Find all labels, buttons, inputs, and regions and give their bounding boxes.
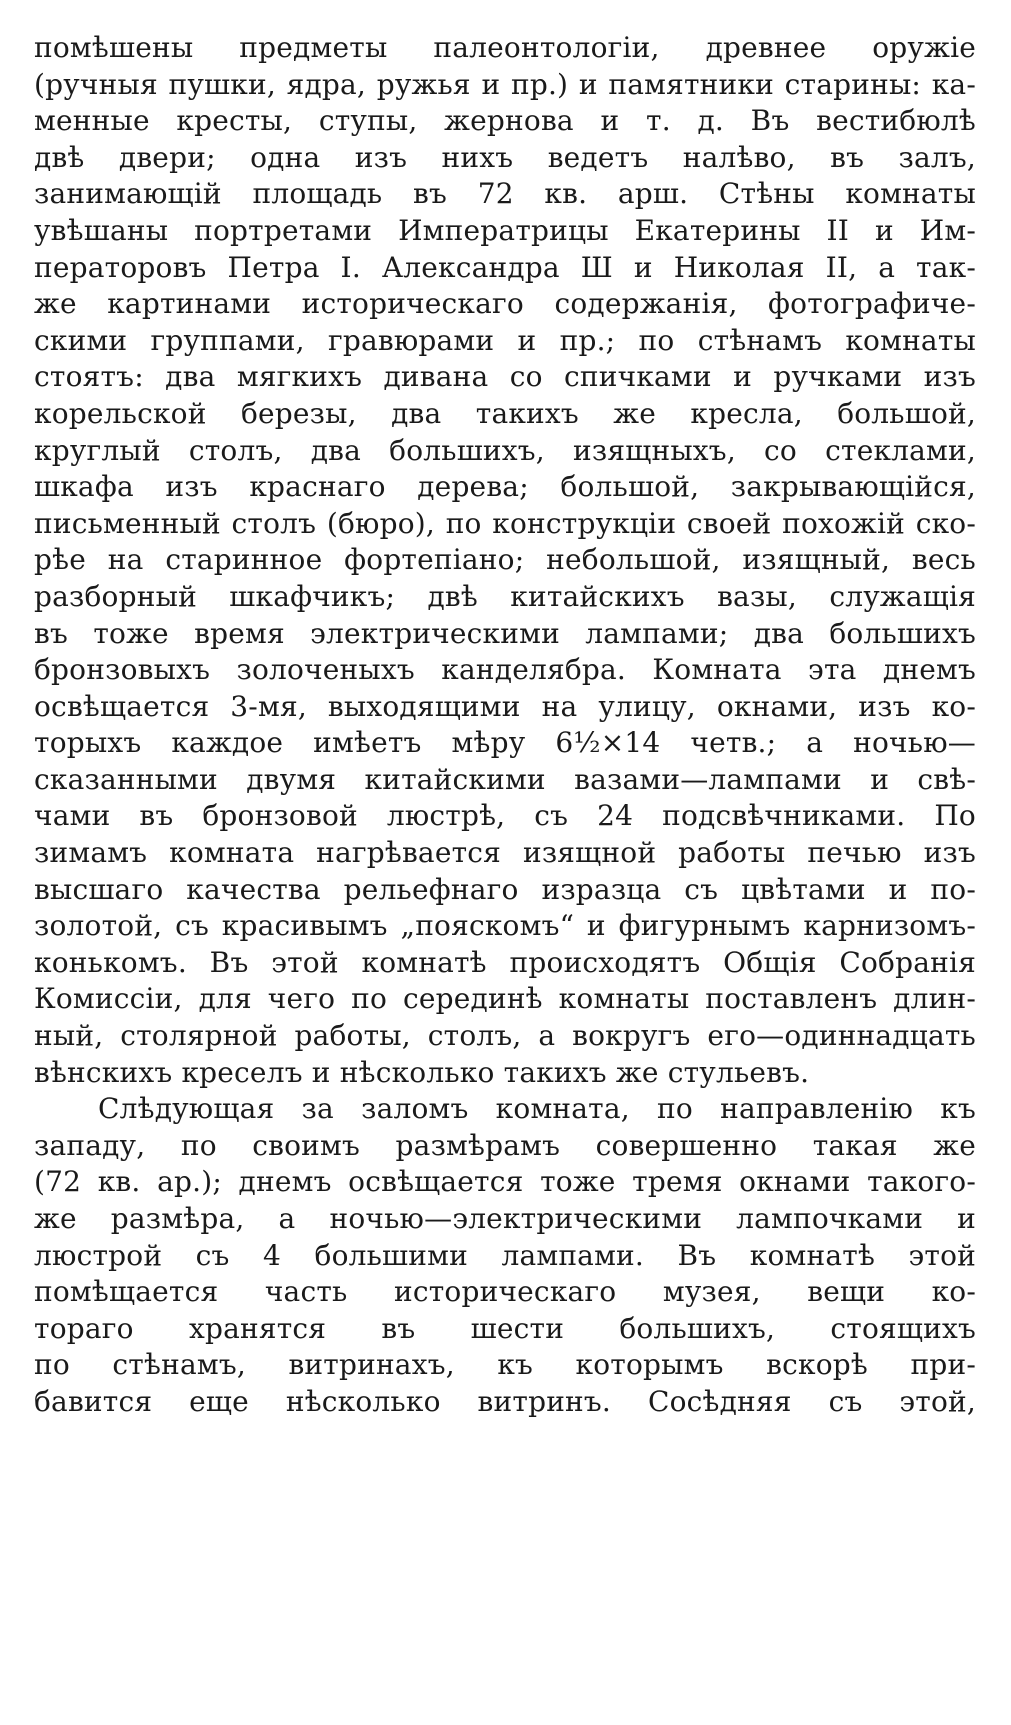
text-line: увѣшаны портретами Императрицы Екатерины II и Им- xyxy=(34,213,976,247)
text-line: (72 кв. ар.); днемъ освѣщается тоже тремя окнами такого- xyxy=(34,1165,976,1199)
text-line: западу, по своимъ размѣрамъ совершенно такая же xyxy=(34,1128,976,1162)
text-line: же картинами историческаго содержанія, фотографиче- xyxy=(34,287,976,321)
text-line: занимающій площадь въ 72 кв. арш. Стѣны комнаты xyxy=(34,177,976,211)
text-line: по стѣнамъ, витринахъ, къ которымъ вскорѣ при- xyxy=(34,1348,976,1382)
text-line: двѣ двери; одна изъ нихъ ведетъ налѣво, въ залъ, xyxy=(34,140,976,174)
text-line: золотой, съ красивымъ „пояскомъ“ и фигурнымъ карнизомъ- xyxy=(34,909,976,943)
text-line: бавится еще нѣсколько витринъ. Сосѣдняя съ этой, xyxy=(34,1384,976,1418)
text-line: (ручныя пушки, ядра, ружья и пр.) и памятники старины: ка- xyxy=(34,67,976,101)
text-line: рѣе на старинное фортепіано; небольшой, изящный, весь xyxy=(34,543,976,577)
text-line: же размѣра, а ночью—электрическими лампочками и xyxy=(34,1202,976,1235)
text-line: люстрой съ 4 большими лампами. Въ комнатѣ этой xyxy=(34,1238,976,1272)
text-line: помѣшены предметы палеонтологіи, древнее оружіе xyxy=(34,31,976,64)
text-line: бронзовыхъ золоченыхъ канделябра. Комната эта днемъ xyxy=(34,653,976,687)
text-line: менные кресты, ступы, жернова и т. д. Въ вестибюлѣ xyxy=(34,104,976,138)
text-line: зимамъ комната нагрѣвается изящной работы печью изъ xyxy=(34,836,976,870)
text-line: скими группами, гравюрами и пр.; по стѣнамъ комнаты xyxy=(34,323,976,357)
paragraph-start-line: Слѣдующая за заломъ комната, по направленію къ xyxy=(98,1092,976,1126)
text-line: тораго хранятся въ шести большихъ, стоящихъ xyxy=(34,1311,976,1345)
text-line: шкафа изъ краснаго дерева; большой, закрывающійся, xyxy=(34,470,976,504)
text-line: круглый столъ, два большихъ, изящныхъ, со стеклами, xyxy=(34,433,976,467)
text-line: сказанными двумя китайскими вазами—лампами и свѣ- xyxy=(34,762,976,796)
text-line: Комиссіи, для чего по серединѣ комнаты поставленъ длин- xyxy=(34,982,976,1016)
text-line: въ тоже время электрическими лампами; два большихъ xyxy=(34,616,976,650)
text-line: конькомъ. Въ этой комнатѣ происходятъ Общія Собранія xyxy=(34,945,976,979)
text-line: ператоровъ Петра I. Александра Ш и Николая II, а так- xyxy=(34,250,976,284)
text-line: письменный столъ (бюро), по конструкціи своей похожій ско- xyxy=(34,506,976,540)
body-text xyxy=(34,30,976,1421)
text-line: чами въ бронзовой люстрѣ, съ 24 подсвѣчниками. По xyxy=(34,799,976,833)
text-line: высшаго качества рельефнаго изразца съ цвѣтами и по- xyxy=(34,872,976,906)
text-line: торыхъ каждое имѣетъ мѣру 6½×14 четв.; а ночью— xyxy=(34,726,976,760)
paragraph-end-line: вѣнскихъ креселъ и нѣсколько такихъ же стульевъ. xyxy=(34,1055,810,1089)
text-line: помѣщается часть историческаго музея, вещи ко- xyxy=(34,1275,976,1309)
text-line: освѣщается 3-мя, выходящими на улицу, окнами, изъ ко- xyxy=(34,689,976,723)
text-line: корельской березы, два такихъ же кресла, большой, xyxy=(34,396,976,430)
text-line: стоятъ: два мягкихъ дивана со спичками и ручками изъ xyxy=(34,360,976,394)
text-line: ный, столярной работы, столъ, а вокругъ его—одиннадцать xyxy=(34,1019,976,1053)
text-line: разборный шкафчикъ; двѣ китайскихъ вазы, служащія xyxy=(34,579,976,613)
